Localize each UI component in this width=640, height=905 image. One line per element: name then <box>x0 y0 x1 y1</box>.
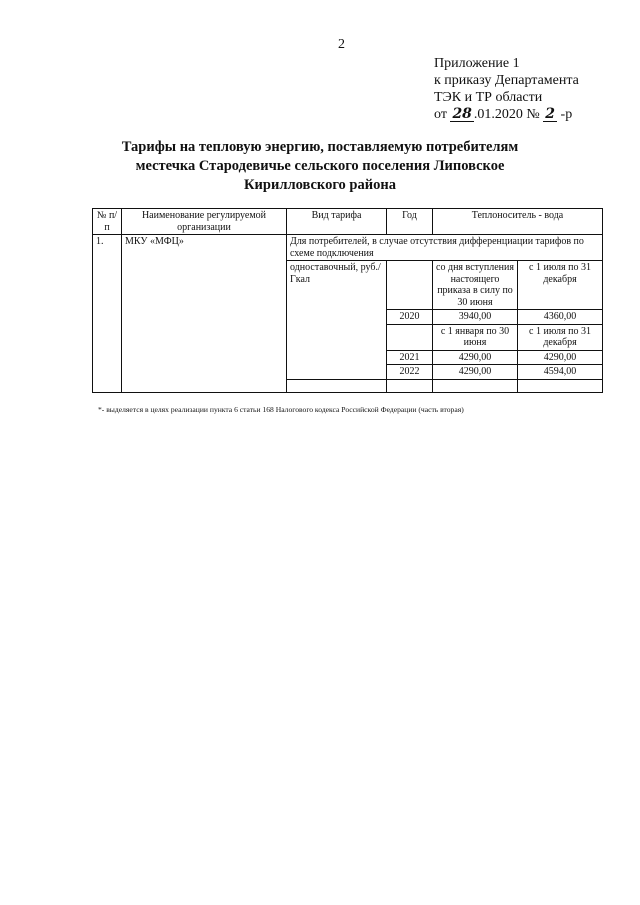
footnote: *- выделяется в целях реализации пункта 6 статьи 168 Налогового кодекса Российской Федерации (часть вторая) <box>98 405 464 414</box>
header-org: Наименование регулируемой организации <box>122 209 287 235</box>
cell-blank <box>287 379 387 392</box>
cell-org-name: МКУ «МФЦ» <box>122 235 287 393</box>
cell-consumers: Для потребителей, в случае отсутствия дифференциации тарифов по схеме подключения <box>287 235 603 261</box>
handwritten-order-number: 2 <box>545 106 556 122</box>
cell-value-2020-h1: 3940,00 <box>433 310 518 325</box>
order-suffix: -р <box>560 107 573 122</box>
cell-empty-year <box>387 324 433 350</box>
header-year: Год <box>387 209 433 235</box>
table-row <box>93 235 603 261</box>
appendix-line-2: к приказу Департамента <box>434 73 579 88</box>
document-title <box>100 138 540 195</box>
cell-blank <box>387 379 433 392</box>
header-carrier: Теплоноситель - вода <box>433 209 603 235</box>
cell-value-2021-h1: 4290,00 <box>433 350 518 365</box>
cell-blank <box>433 379 518 392</box>
cell-period-h1: с 1 января по 30 июня <box>433 324 518 350</box>
handwritten-day: 28 <box>452 106 472 122</box>
cell-year-2022: 2022 <box>387 365 433 380</box>
title-line-3: Кирилловского района <box>244 177 396 193</box>
date-prefix: от <box>434 107 447 122</box>
page-number: 2 <box>338 37 345 52</box>
tariff-table <box>92 208 603 393</box>
date-rest: .01.2020 № <box>473 107 540 122</box>
cell-year-2021: 2021 <box>387 350 433 365</box>
header-tariff-type: Вид тарифа <box>287 209 387 235</box>
cell-blank <box>518 379 603 392</box>
title-line-1: Тарифы на тепловую энергию, поставляемую потребителям <box>121 139 519 155</box>
appendix-line-1: Приложение 1 <box>434 56 520 71</box>
cell-tariff-kind: одноставочный, руб./Гкал <box>287 261 387 380</box>
appendix-date-line <box>434 106 579 123</box>
appendix-line-3: ТЭК и ТР области <box>434 90 543 105</box>
header-num: № п/п <box>93 209 122 235</box>
cell-period-2020-h1: со дня вступления настоящего приказа в силу по 30 июня <box>433 261 518 310</box>
cell-period-h2: с 1 июля по 31 декабря <box>518 324 603 350</box>
cell-value-2022-h1: 4290,00 <box>433 365 518 380</box>
cell-value-2022-h2: 4594,00 <box>518 365 603 380</box>
cell-period-2020-h2: с 1 июля по 31 декабря <box>518 261 603 310</box>
cell-value-2020-h2: 4360,00 <box>518 310 603 325</box>
cell-value-2021-h2: 4290,00 <box>518 350 603 365</box>
title-line-2: местечка Стародевичье сельского поселения Липовское <box>135 158 505 174</box>
cell-empty-year <box>387 261 433 310</box>
table-header-row <box>93 209 603 235</box>
cell-row-num: 1. <box>93 235 122 393</box>
cell-year-2020: 2020 <box>387 310 433 325</box>
appendix-block <box>434 55 579 123</box>
